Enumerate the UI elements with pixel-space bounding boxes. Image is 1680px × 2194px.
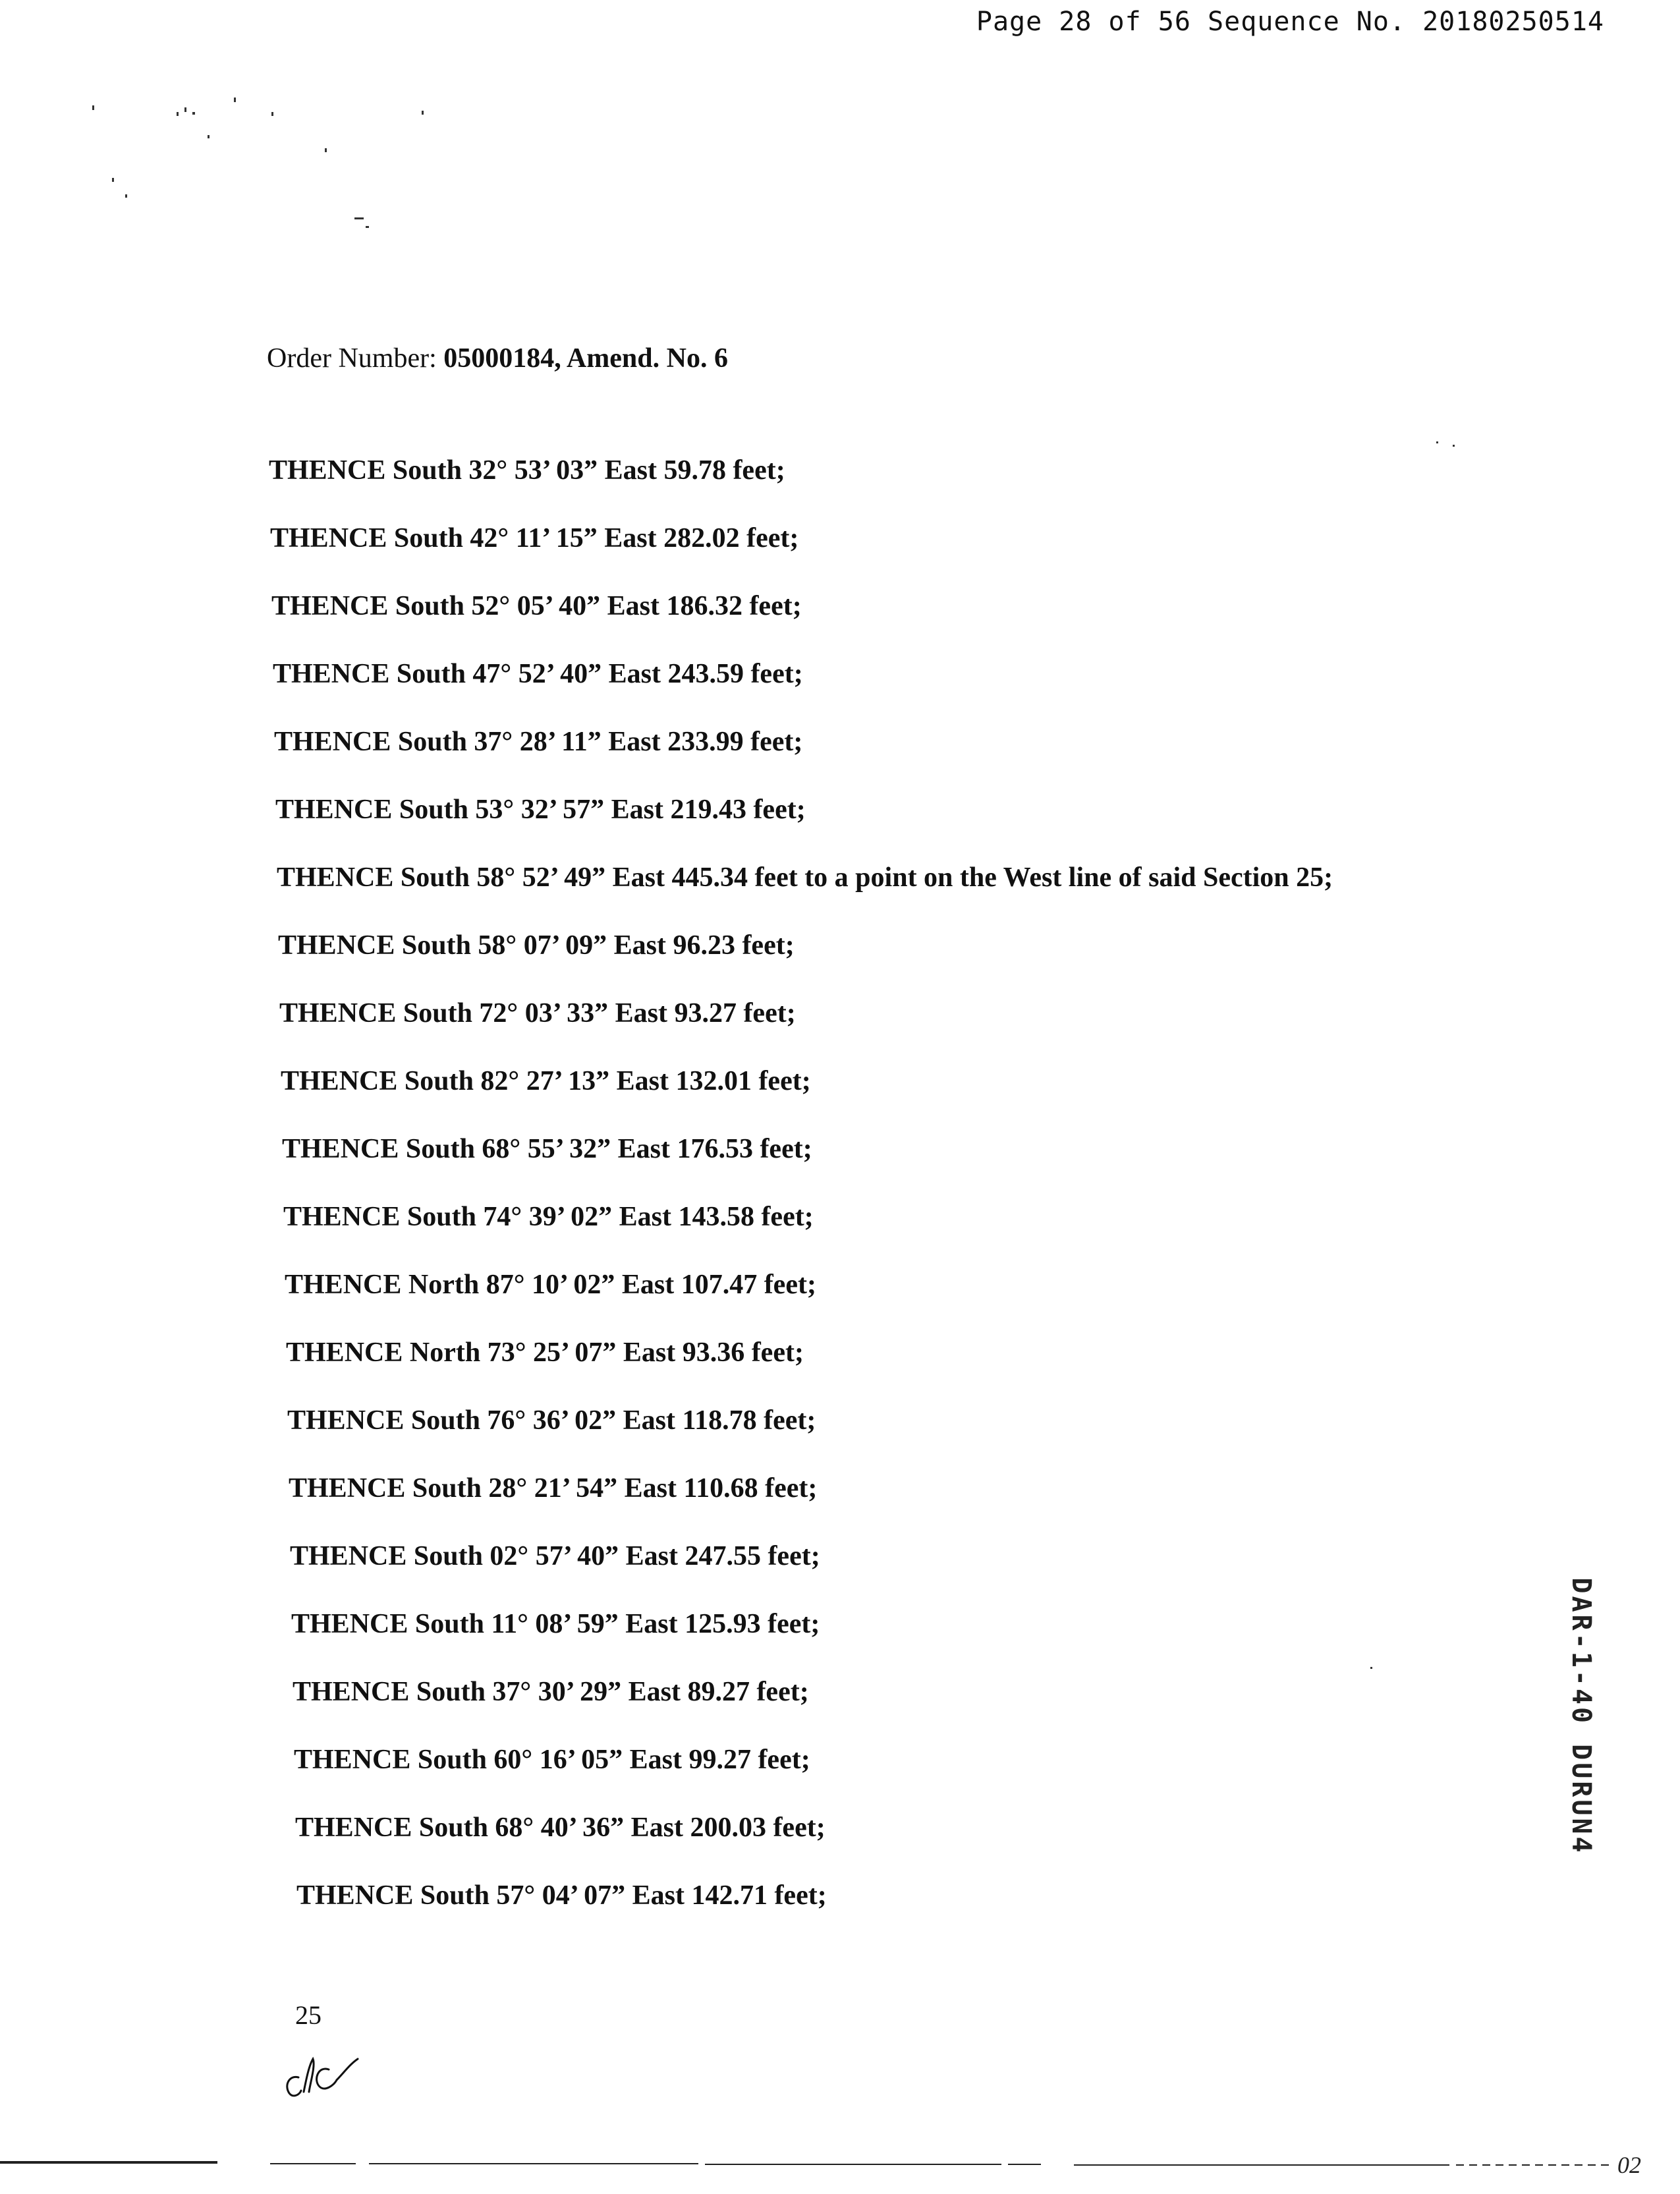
course-line: THENCE South 74° 39’ 02” East 143.58 feet; (283, 1202, 814, 1232)
page-number: 25 (295, 2000, 322, 2030)
course-line: THENCE South 82° 27’ 13” East 132.01 feet; (281, 1066, 811, 1096)
course-line: THENCE South 32° 53’ 03” East 59.78 feet; (269, 455, 785, 486)
course-line: THENCE South 68° 55’ 32” East 176.53 feet; (282, 1134, 812, 1164)
course-line: THENCE North 73° 25’ 07” East 93.36 feet; (286, 1337, 804, 1368)
course-line: THENCE South 37° 28’ 11” East 233.99 feet; (274, 727, 803, 757)
course-line: THENCE South 42° 11’ 15” East 282.02 feet; (270, 523, 799, 553)
course-line: THENCE South 68° 40’ 36” East 200.03 feet; (295, 1813, 826, 1843)
handwritten-initials (280, 2046, 366, 2108)
order-number-label: Order Number: (267, 343, 437, 374)
bottom-scan-lines (0, 2154, 1680, 2174)
vertical-recording-stamp (1565, 1578, 1598, 1855)
course-line: THENCE South 52° 05’ 40” East 186.32 feet; (271, 591, 802, 621)
course-line: THENCE South 76° 36’ 02” East 118.78 feet; (287, 1405, 816, 1436)
corner-handwritten-mark: 02 (1617, 2152, 1641, 2178)
course-line: THENCE South 58° 07’ 09” East 96.23 feet; (278, 930, 795, 961)
course-line: THENCE South 53° 32’ 57” East 219.43 feet; (275, 795, 806, 825)
course-line: THENCE South 47° 52’ 40” East 243.59 feet; (273, 659, 803, 689)
course-line: THENCE South 37° 30’ 29” East 89.27 feet; (293, 1677, 809, 1707)
order-number-value: 05000184, Amend. No. 6 (443, 343, 728, 374)
metes-and-bounds-courses (0, 455, 1515, 1948)
order-number (267, 343, 728, 374)
scan-page-header: Page 28 of 56 Sequence No. 20180250514 (976, 7, 1604, 37)
course-line: THENCE South 58° 52’ 49” East 445.34 feet to a point on the West line of said Section 25; (277, 862, 1333, 893)
course-line: THENCE South 60° 16’ 05” East 99.27 feet; (294, 1745, 810, 1775)
course-line: THENCE South 11° 08’ 59” East 125.93 feet; (291, 1609, 820, 1639)
course-line: THENCE South 28° 21’ 54” East 110.68 feet; (289, 1473, 818, 1504)
course-line: THENCE South 02° 57’ 40” East 247.55 feet; (290, 1541, 820, 1571)
stamp-text: DAR-1-40 DURUN4 (1566, 1577, 1596, 1855)
course-line: THENCE South 57° 04’ 07” East 142.71 feet; (296, 1880, 827, 1911)
course-line: THENCE South 72° 03’ 33” East 93.27 feet; (279, 998, 796, 1028)
course-line: THENCE North 87° 10’ 02” East 107.47 feet; (285, 1270, 816, 1300)
